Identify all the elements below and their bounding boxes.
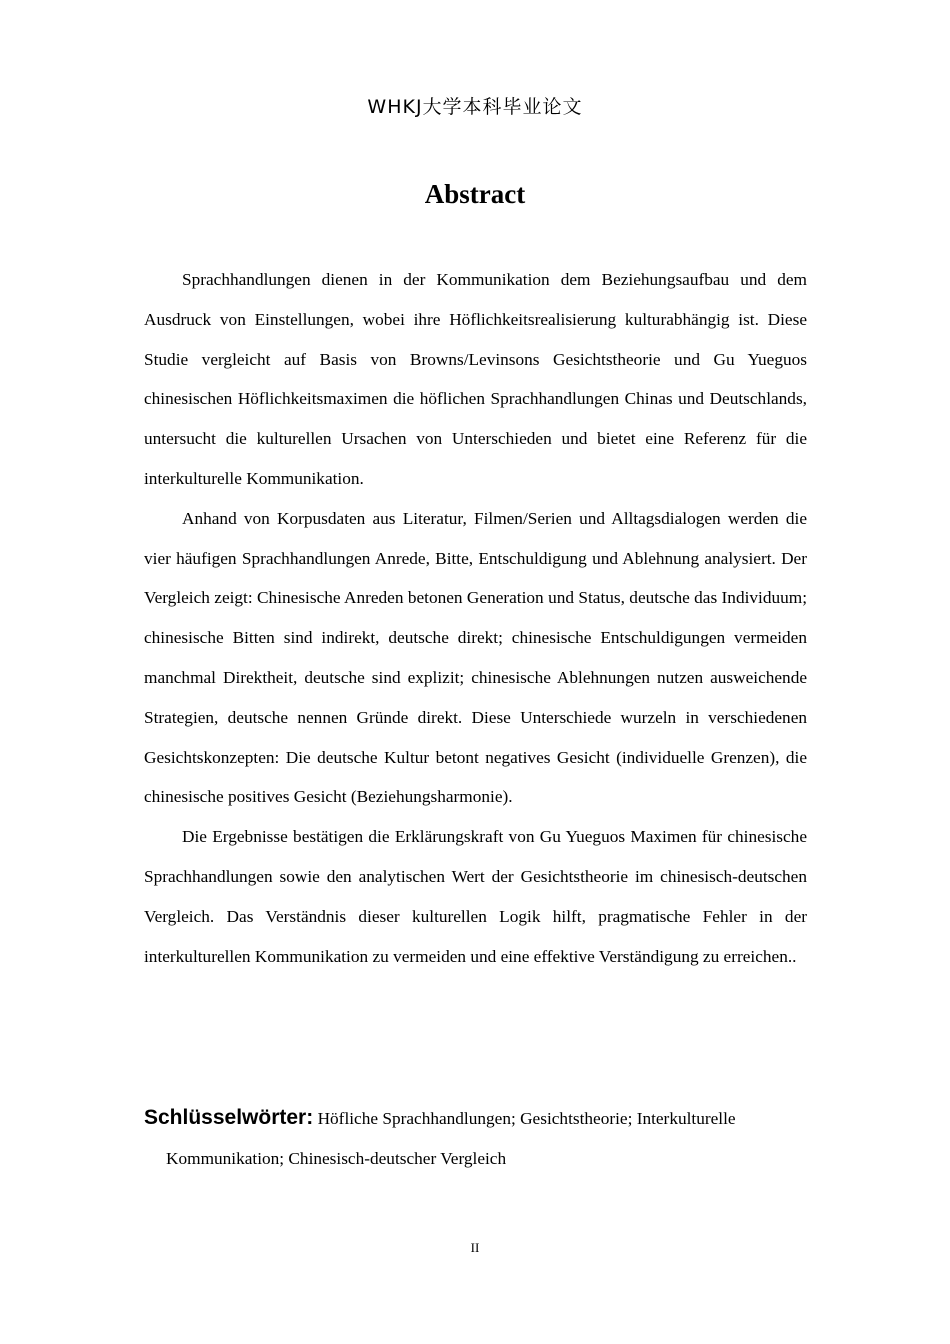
keywords-block — [144, 1098, 807, 1179]
abstract-paragraph-3: Die Ergebnisse bestätigen die Erklärungskraft von Gu Yueguos Maximen für chinesische Sprachhandlungen sowie den analytischen Wert der Gesichtstheorie im chinesisch-deutschen Vergleich. Das Verständnis dieser kulturellen Logik hilft, pragmatische Fehler in der interkulturellen Kommunikation zu vermeiden und eine effektive Verständigung zu erreichen.. — [144, 827, 807, 966]
running-header: WHKJ大学本科毕业论文 — [367, 96, 583, 118]
abstract-title: Abstract — [424, 179, 526, 209]
abstract-paragraph-2: Anhand von Korpusdaten aus Literatur, Filmen/Serien und Alltagsdialogen werden die vier häufigen Sprachhandlungen Anrede, Bitte, Entschuldigung und Ablehnung analysiert. Der Vergleich zeigt: Chinesische Anreden betonen Generation und Status, deutsche das Individuum; chinesische Bitten sind indirekt, deutsche direkt; chinesische Entschuldigungen vermeiden manchmal Direktheit, deutsche sind explizit; chinesische Ablehnungen nutzen ausweichende Strategien, deutsche nennen Gründe direkt. Diese Unterschiede wurzeln in verschiedenen Gesichtskonzepten: Die deutsche Kultur betont negatives Gesicht (individuelle Grenzen), die chinesische positives Gesicht (Beziehungsharmonie). — [144, 508, 807, 807]
abstract-body — [144, 260, 807, 976]
abstract-paragraph-1: Sprachhandlungen dienen in der Kommunikation dem Beziehungsaufbau und dem Ausdruck von Einstellungen, wobei ihre Höflichkeitsrealisierung kulturabhängig ist. Diese Studie vergleicht auf Basis von Browns/Levinsons Gesichtstheorie und Gu Yueguos chinesischen Höflichkeitsmaximen die höflichen Sprachhandlungen Chinas und Deutschlands, untersucht die kulturellen Ursachen von Unterschieden und bietet eine Referenz für die interkulturelle Kommunikation. — [144, 270, 807, 488]
keywords-label: Schlüsselwörter: — [144, 1106, 314, 1129]
page-number: II — [470, 1240, 480, 1255]
keywords-list: Höfliche Sprachhandlungen; Gesichtstheorie; Interkulturelle Kommunikation; Chinesisch-deutscher Vergleich — [166, 1109, 736, 1168]
